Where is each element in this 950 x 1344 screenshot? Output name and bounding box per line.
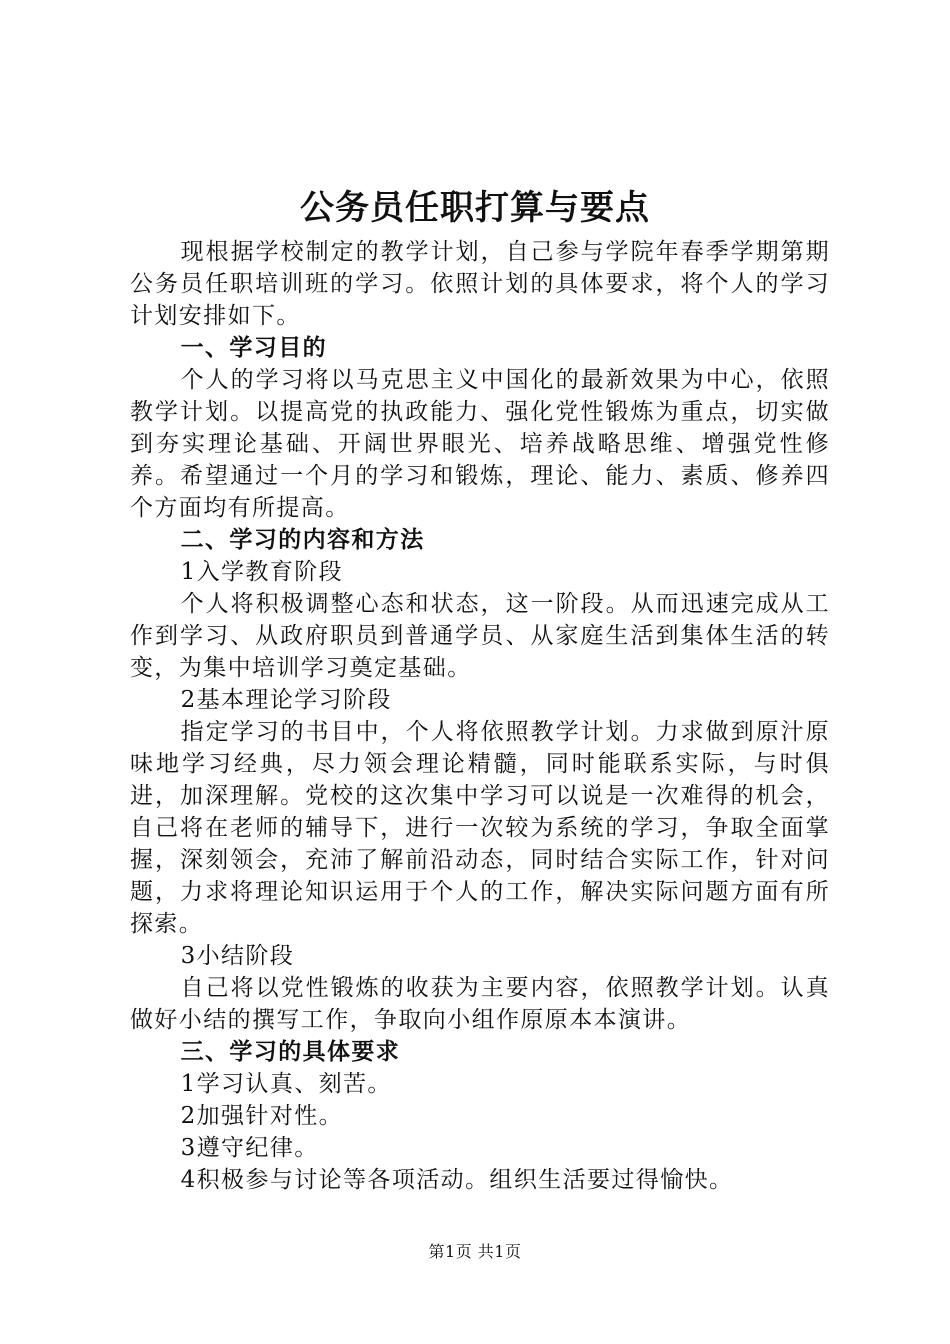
list-item: 4积极参与讨论等各项活动。组织生活要过得愉快。 <box>180 1167 734 1193</box>
list-item: 1学习认真、刻苦。 <box>180 1071 392 1097</box>
section-heading: 二、学习的内容和方法 <box>180 526 425 553</box>
subsection-title: 3小结阶段 <box>180 943 295 969</box>
document-title: 公务员任职打算与要点 <box>300 188 650 228</box>
page-footer: 第1页 共1页 <box>428 1242 522 1261</box>
body-paragraph: 个人将积极调整心态和状态，这一阶段。从而迅速完成从工作到学习、从政府职员到普通学员、从家庭生活到集体生活的转变，为集中培训学习奠定基础。 <box>130 591 830 681</box>
body-paragraph: 个人的学习将以马克思主义中国化的最新效果为中心，依照教学计划。以提高党的执政能力、强化党性锻炼为重点，切实做到夯实理论基础、开阔世界眼光、培养战略思维、增强党性修养。希望通过一个月的学习和锻炼，理论、能力、素质、修养四个方面均有所提高。 <box>130 367 830 521</box>
list-item: 3遵守纪律。 <box>180 1135 319 1161</box>
list-item: 2加强针对性。 <box>180 1103 344 1129</box>
intro-paragraph: 现根据学校制定的教学计划，自己参与学院年春季学期第期公务员任职培训班的学习。依照计划的具体要求，将个人的学习计划安排如下。 <box>130 239 830 329</box>
section-heading: 三、学习的具体要求 <box>180 1038 401 1065</box>
document-body <box>130 236 830 1196</box>
body-paragraph: 指定学习的书目中，个人将依照教学计划。力求做到原汁原味地学习经典，尽力领会理论精髓，同时能联系实际，与时俱进，加深理解。党校的这次集中学习可以说是一次难得的机会，自己将在老师的辅导下，进行一次较为系统的学习，争取全面掌握，深刻领会，充沛了解前沿动态，同时结合实际工作，针对问题，力求将理论知识运用于个人的工作，解决实际问题方面有所探索。 <box>130 719 830 937</box>
subsection-title: 2基本理论学习阶段 <box>180 687 392 713</box>
body-paragraph: 自己将以党性锻炼的收获为主要内容，依照教学计划。认真做好小结的撰写工作，争取向小组作原原本本演讲。 <box>130 975 830 1033</box>
subsection-title: 1入学教育阶段 <box>180 559 344 585</box>
section-heading: 一、学习目的 <box>180 334 327 361</box>
